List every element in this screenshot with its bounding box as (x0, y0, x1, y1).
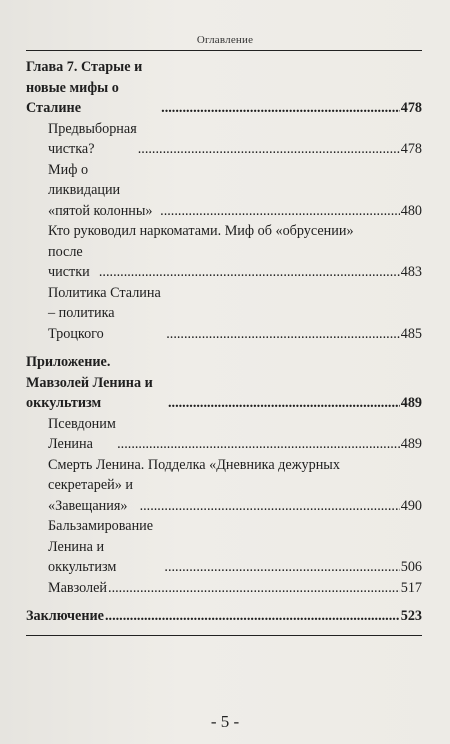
toc-chapter-title: Заключение (26, 608, 104, 624)
toc-item[interactable] (26, 414, 422, 455)
toc-item[interactable] (26, 516, 422, 578)
section-gap (26, 598, 422, 606)
dot-leader (108, 578, 400, 599)
toc-item-title: Псевдоним Ленина (48, 415, 116, 452)
toc-chapter-title: Приложение. Мавзолей Ленина и оккультизм (26, 354, 153, 411)
dot-leader (117, 434, 400, 455)
bottom-rule (26, 635, 422, 636)
toc-item-title: Предвыборная чистка? (48, 120, 137, 157)
toc-page-number: 478 (400, 141, 422, 157)
table-of-contents (26, 50, 422, 636)
toc-item-title: Мавзолей (48, 579, 108, 596)
toc-item-title-continued: после чистки (48, 243, 90, 280)
toc-item[interactable] (26, 160, 422, 222)
dot-leader (160, 201, 400, 222)
toc-item-line[interactable] (26, 221, 422, 242)
dot-leader (140, 496, 400, 517)
toc-item-title: Политика Сталина – политика Троцкого (48, 284, 161, 342)
toc-appendix[interactable] (26, 352, 422, 414)
toc-page-number: 489 (400, 436, 422, 452)
dot-leader (166, 324, 399, 345)
dot-leader (164, 557, 399, 578)
toc-item[interactable] (26, 578, 422, 599)
toc-item-title: Смерть Ленина. Подделка «Дневника дежурных (48, 456, 340, 473)
toc-item-title: Миф о ликвидации «пятой колонны» (48, 161, 153, 219)
toc-page-number: 523 (400, 608, 422, 624)
section-gap (26, 344, 422, 352)
dot-leader (105, 606, 400, 627)
toc-page-number: 489 (400, 395, 422, 411)
toc-item[interactable] (26, 119, 422, 160)
running-title: Оглавление (196, 34, 254, 46)
toc-item-title: Бальзамирование Ленина и оккультизм (48, 518, 154, 575)
dot-leader (161, 98, 400, 119)
toc-item[interactable] (26, 475, 422, 516)
toc-item[interactable] (26, 283, 422, 345)
toc-page-number: 478 (400, 100, 422, 116)
toc-chapter-title: Глава 7. Старые и новые мифы о Сталине (26, 59, 143, 116)
dot-leader (138, 139, 400, 160)
page-number: - 5 - (210, 712, 240, 731)
toc-page-number: 480 (400, 202, 422, 219)
top-rule (26, 50, 422, 51)
toc-chapter-7[interactable] (26, 57, 422, 119)
toc-item-line[interactable] (26, 455, 422, 476)
toc-page-number: 517 (400, 579, 422, 596)
dot-leader (168, 393, 400, 414)
toc-conclusion[interactable] (26, 606, 422, 627)
toc-page-number: 485 (400, 325, 422, 342)
toc-item[interactable] (26, 242, 422, 283)
toc-page-number: 506 (400, 559, 422, 575)
toc-item-title: Кто руководил наркоматами. Миф об «обрусении» (48, 223, 354, 239)
toc-item-title-continued: секретарей» и «Завещания» (48, 477, 133, 514)
toc-page-number: 483 (400, 264, 422, 280)
toc-page-number: 490 (400, 497, 422, 514)
dot-leader (99, 262, 400, 283)
